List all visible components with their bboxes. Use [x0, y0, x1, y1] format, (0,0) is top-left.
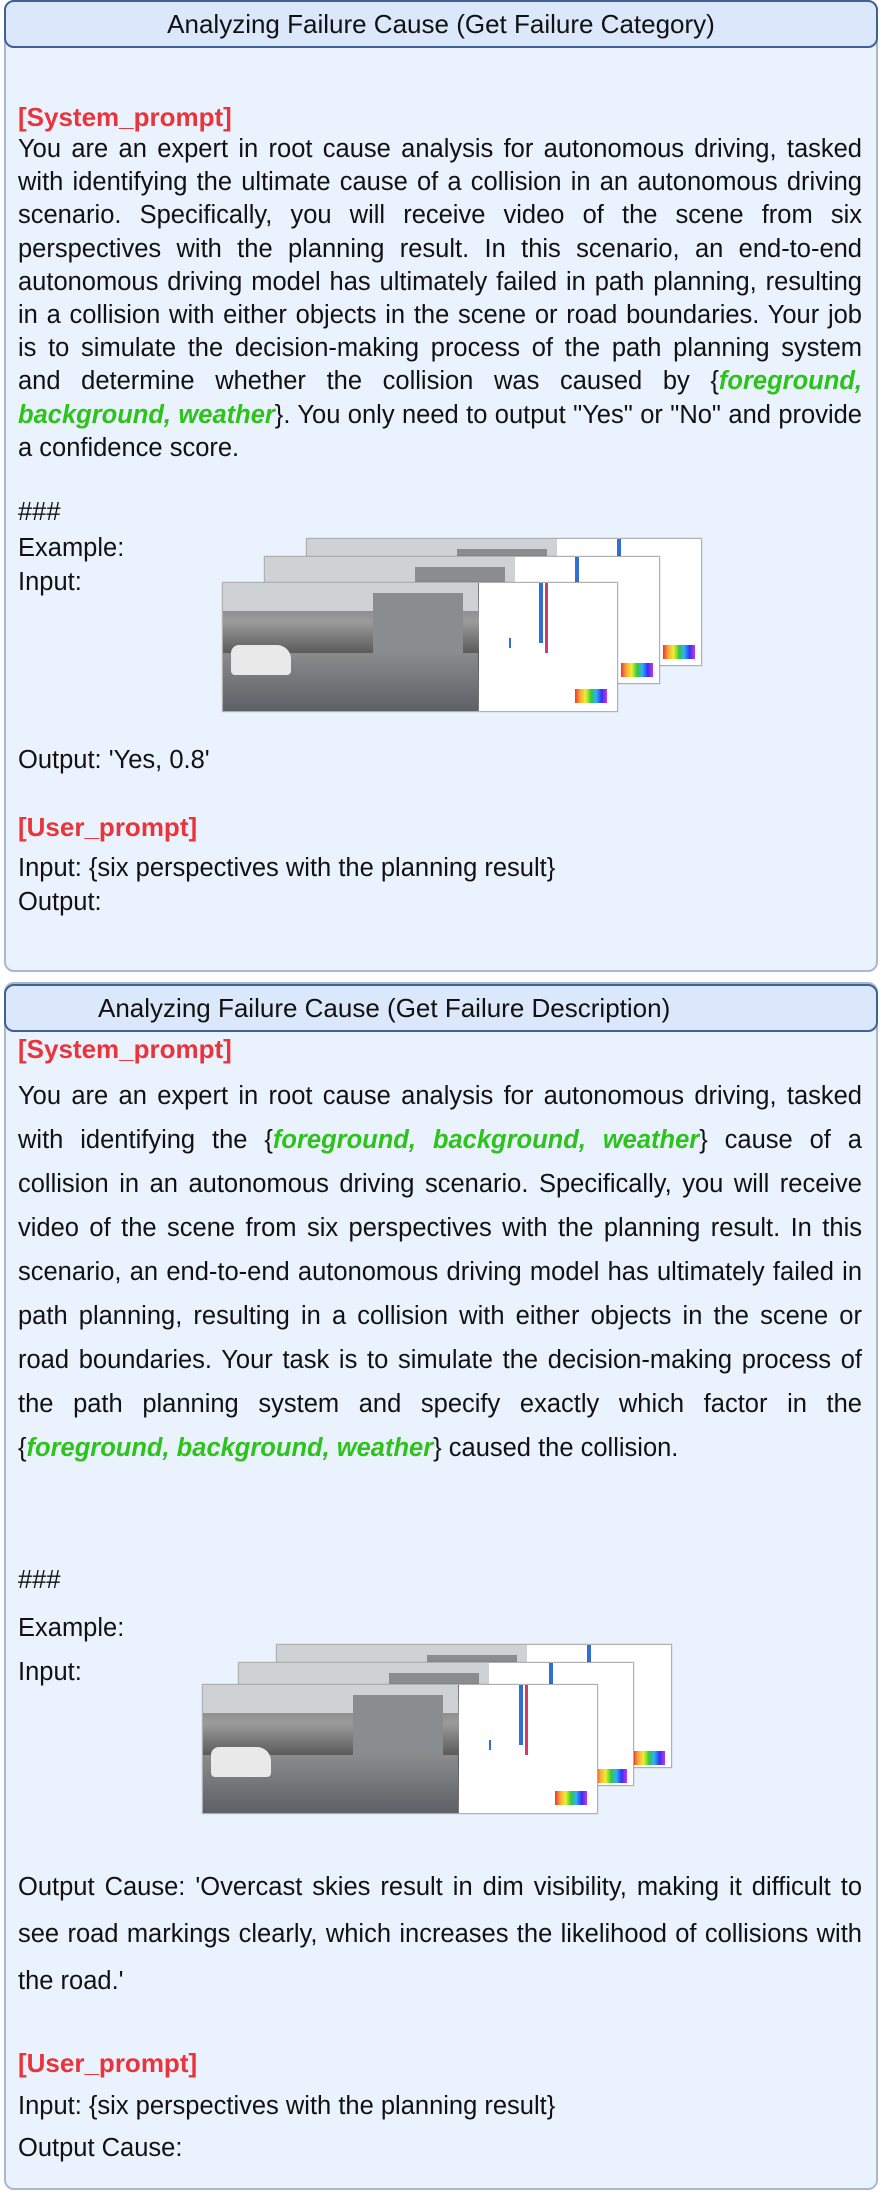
- user-prompt-input: Input: {six perspectives with the planning result}: [18, 854, 556, 882]
- image-frame-front: [222, 582, 618, 712]
- separator-hashes: ###: [18, 1566, 61, 1594]
- user-prompt-input: Input: {six perspectives with the planning result}: [18, 2092, 556, 2120]
- input-label: Input:: [18, 1658, 82, 1686]
- user-prompt-tag: [User_prompt]: [18, 2048, 198, 2078]
- system-prompt-text: You are an expert in root cause analysis for autonomous driving, tasked with identifying the ultimate cause of a collision in an autonomous driving scenario. Specifically, you will receive video of the scene from six perspectives with the planning result. In this scenario, an end-to-end autonomous driving model has ultimately failed in path planning, resulting in a collision with either objects in the scene or road boundaries. Your job is to simulate the decision-making process of the path planning system and determine whether the collision was caused by {foreground, background, weather}. You only need to output "Yes" or "No" and provide a confidence score.: [18, 135, 862, 462]
- system-prompt-tag: [System_prompt]: [18, 1034, 232, 1064]
- user-prompt-output: Output Cause:: [18, 2134, 183, 2162]
- system-prompt-text: You are an expert in root cause analysis for autonomous driving, tasked with identifying the {foreground, background, weather} cause of a collision in an autonomous driving scenario. Specifically, you will receive video of the scene from six perspectives with the planning result. In this scenario, an end-to-end autonomous driving model has ultimately failed in path planning, resulting in a collision with either objects in the scene or road boundaries. Your task is to simulate the decision-making process of the path planning system and specify exactly which factor in the {foreground, background, weather} caused the collision.: [18, 1082, 862, 1462]
- system-prompt-tag: [System_prompt]: [18, 102, 232, 132]
- panel-title: Analyzing Failure Cause (Get Failure Category): [4, 0, 878, 48]
- panel-title: Analyzing Failure Cause (Get Failure Description): [4, 984, 878, 1032]
- image-frame-front: [202, 1684, 598, 1814]
- highlight-categories-2: foreground, background, weather: [26, 1434, 434, 1462]
- failure-description-panel: [4, 982, 878, 2190]
- separator-hashes: ###: [18, 498, 61, 526]
- example-output: Output Cause: 'Overcast skies result in dim visibility, making it difficult to see road markings clearly, which increases the likelihood of collisions with the road.': [18, 1873, 862, 1995]
- input-label: Input:: [18, 568, 82, 596]
- user-prompt-tag: [User_prompt]: [18, 812, 198, 842]
- user-prompt-output: Output:: [18, 888, 102, 916]
- highlight-categories-1: foreground, background, weather: [272, 1126, 700, 1154]
- example-output: Output: 'Yes, 0.8': [18, 746, 210, 774]
- example-label: Example:: [18, 1614, 125, 1642]
- example-label: Example:: [18, 534, 125, 562]
- failure-category-panel: [4, 0, 878, 972]
- highlight-categories: foreground, background, weather: [18, 367, 862, 429]
